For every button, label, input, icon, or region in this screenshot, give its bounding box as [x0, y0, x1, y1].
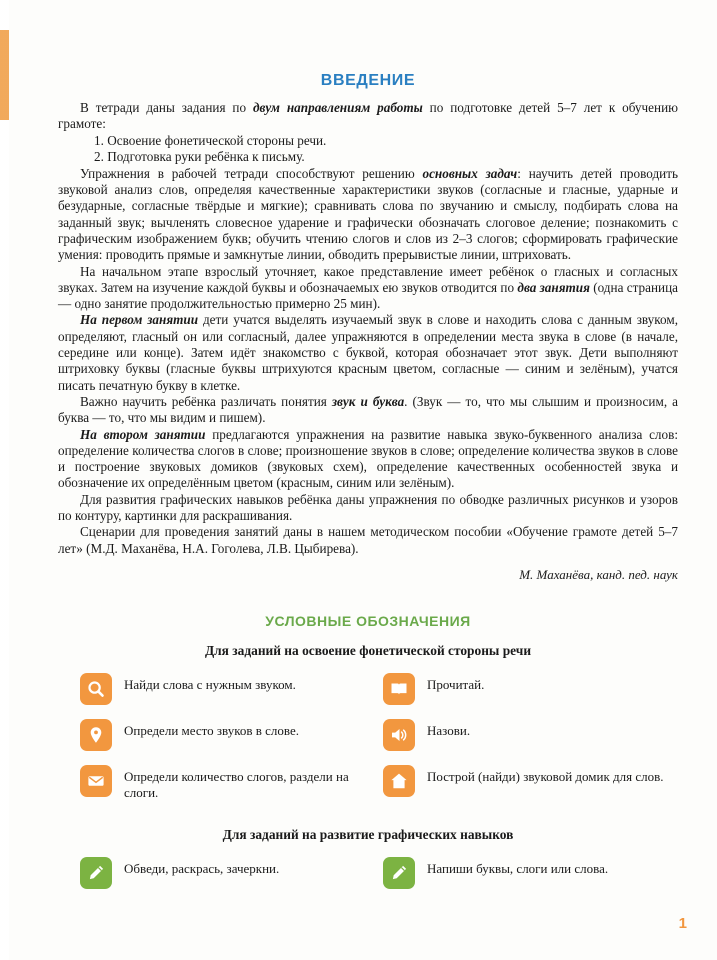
second-lesson-bold: На втором занятии	[80, 426, 206, 442]
magnifier-icon	[80, 673, 112, 705]
page-title: ВВЕДЕНИЕ	[320, 72, 416, 89]
first-lesson-bold: На первом занятии	[80, 312, 199, 328]
directions-list	[58, 133, 678, 166]
legend-label: Найди слова с нужным звуком.	[124, 676, 296, 692]
first-lesson-text: дети учатся выделять изучаемый звук в слове и находить слова с данным звуком, определяют, гласный он или согласный, далее упражняются в определении места звука в слове (в начале, середине или конце). Затем идёт знакомство с буквой, которая обозначает этот звук. Дети выполняют штриховку буквы (гласные буквы штрихуются красным цветом, согласные — синим и зелёным), учатся писать печатную букву в клетке.	[58, 312, 678, 393]
legend-label: Определи место звуков в слове.	[124, 722, 299, 738]
tasks-paragraph	[58, 166, 678, 264]
tasks-text-bold: основных задач	[422, 165, 518, 181]
list-item	[383, 857, 672, 889]
sound-letter-before: Важно научить ребёнка различать понятия	[80, 393, 332, 409]
legend-label: Напиши буквы, слоги или слова.	[427, 860, 609, 876]
pencil-icon	[80, 857, 112, 889]
second-lesson-text: предлагаются упражнения на развитие навыка звуко-буквенного анализа слов: определение количества слогов в слове; произношение звуков в слове; определение количества звуков в слове и построение звуковых домиков (звуковых схем), определение качественных особенностей звука и обозначение их определённым цветом (красным, синим или зелёным).	[58, 426, 678, 491]
legend-label: Построй (найди) звуковой домик для слов.	[427, 768, 664, 784]
page-content	[58, 0, 678, 960]
stages-paragraph	[58, 264, 678, 313]
intro-text-after: по подготовке детей 5–7 лет к обучению грамоте:	[58, 100, 678, 132]
graphic-skills-paragraph: Для развития графических навыков ребёнка даны упражнения по обводке различных рисунков и узоров по контуру, картинки для раскрашивания.	[58, 491, 678, 524]
sound-letter-after: . (Звук — то, что мы слышим и произносим, а буква — то, что мы видим и пишем).	[58, 393, 678, 426]
legend-label: Прочитай.	[427, 676, 485, 692]
legend-group2-grid	[58, 857, 678, 889]
legend-title: УСЛОВНЫЕ ОБОЗНАЧЕНИЯ	[265, 612, 471, 629]
stages-text-after: (одна страница — одно занятие продолжительностью примерно 25 мин).	[58, 279, 678, 312]
first-lesson-paragraph	[58, 312, 678, 393]
map-pin-icon	[80, 719, 112, 751]
stages-text-before: На начальном этапе взрослый уточняет, какое представление имеет ребёнок о гласных и согласных звуках. Затем на изучение каждой буквы и обозначаемых ею звуков отводится по	[58, 263, 678, 295]
list-item	[80, 673, 369, 705]
pencil-icon	[383, 857, 415, 889]
speaker-icon	[383, 719, 415, 751]
second-lesson-paragraph	[58, 427, 678, 492]
tasks-text-before: Упражнения в рабочей тетради способствуют решению	[80, 165, 423, 181]
sound-letter-paragraph	[58, 394, 678, 427]
page-number: 1	[678, 915, 687, 932]
list-item	[383, 673, 672, 705]
list-item	[80, 719, 369, 751]
author-signature: М. Маханёва, канд. пед. наук	[519, 566, 678, 582]
book-open-icon	[383, 673, 415, 705]
house-icon	[383, 765, 415, 797]
sound-letter-bold: звук и буква	[331, 393, 405, 409]
legend-label: Назови.	[427, 722, 471, 738]
legend-label: Определи количество слогов, раздели на слоги.	[124, 768, 349, 800]
tasks-text-after: : научить детей проводить звуковой анализ слов, определяя качественные характеристики звуков (согласные и гласные, ударные и безударные, согласные твёрдые и мягкие); сравнивать слова по звучанию и смыслу, подбирать слова на заданный звук; вычленять словесное ударение и графически обозначать слоговое деление; познакомить с графическим изображением букв; обучить чтению слогов и слов из 2–3 слогов; сформировать графические умения: проводить прямые и замкнутые линии, обводить прерывистые линии, штриховать.	[58, 165, 678, 263]
list-item	[383, 719, 672, 751]
stages-text-bold: два занятия	[517, 279, 590, 295]
legend-group1-title: Для заданий на освоение фонетической стороны речи	[204, 642, 532, 658]
list-item	[80, 857, 369, 889]
intro-paragraph	[58, 100, 678, 133]
scenarios-paragraph: Сценарии для проведения занятий даны в нашем методическом пособии «Обучение грамоте детей 5–7 лет» (М.Д. Маханёва, Н.А. Гоголева, Л.В. Цыбирева).	[58, 524, 678, 556]
intro-text-before: В тетради даны задания по	[80, 100, 253, 115]
list-item: 1. Освоение фонетической стороны речи.	[94, 132, 327, 148]
legend-label: Обведи, раскрась, зачеркни.	[124, 860, 280, 876]
envelope-icon	[80, 765, 112, 797]
list-item	[80, 765, 369, 801]
page-edge-decoration	[0, 0, 9, 960]
intro-text-bold: двум направлениям работы	[252, 100, 423, 115]
list-item: 2. Подготовка руки ребёнка к письму.	[94, 149, 305, 165]
legend-group1-grid	[58, 673, 678, 801]
list-item	[383, 765, 672, 801]
legend-group2-title: Для заданий на развитие графических навыков	[222, 826, 514, 842]
